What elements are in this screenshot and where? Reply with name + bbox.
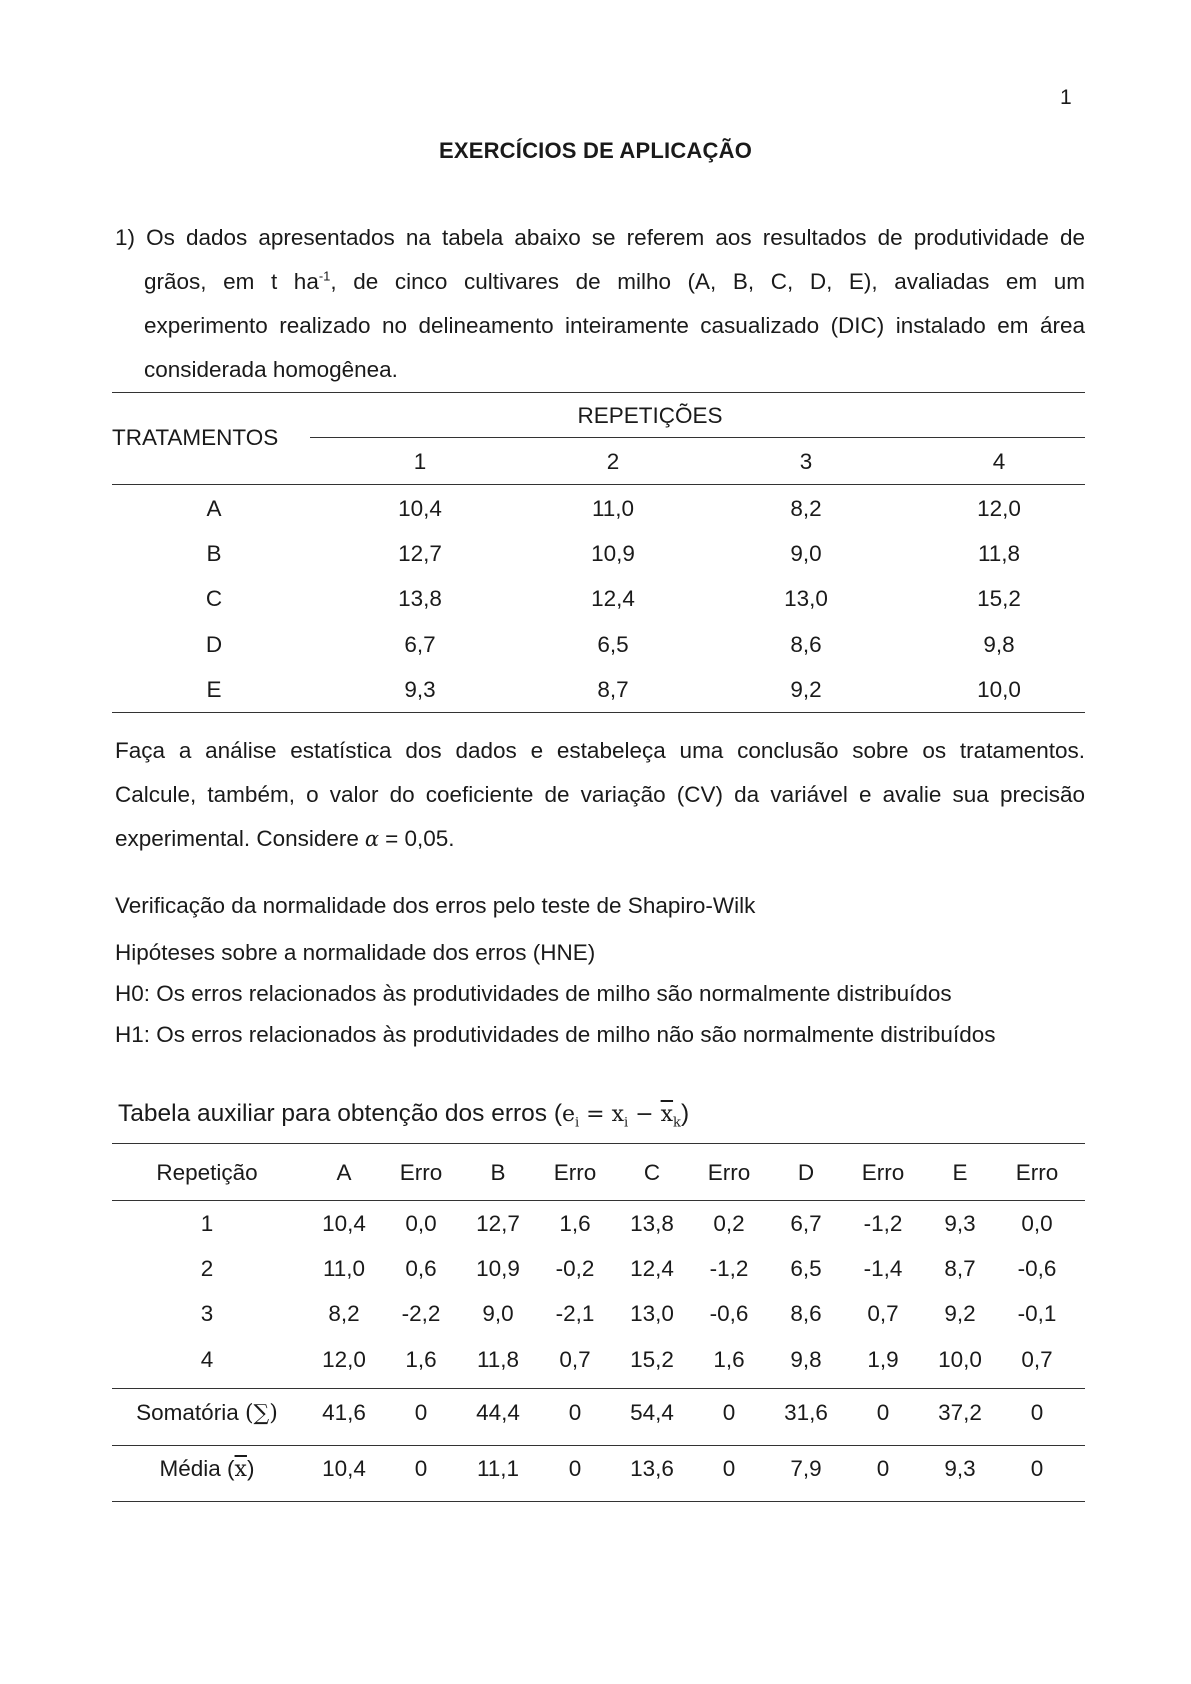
formula-sub-i-2: i	[624, 1115, 629, 1131]
table-cell: -2,1	[555, 1301, 595, 1326]
table-cell: 13,0	[630, 1301, 674, 1326]
table-cell: 3	[200, 1301, 214, 1326]
normality-heading: Verificação da normalidade dos erros pelo teste de Shapiro-Wilk	[115, 893, 756, 918]
yield-data-table	[112, 392, 1085, 712]
table1-bottom-rule	[112, 712, 1085, 713]
table-cell: 8,2	[790, 496, 822, 521]
table-cell: 0,7	[1021, 1347, 1053, 1372]
table-cell: 12,7	[476, 1211, 520, 1236]
mean-cell: 0	[1030, 1456, 1044, 1481]
mean-cell: 0	[876, 1456, 890, 1481]
rep-label-4: 4	[992, 449, 1006, 474]
table-cell: 9,0	[790, 541, 822, 566]
formula-sub-i: i	[575, 1115, 580, 1131]
table-cell: -0,6	[1017, 1256, 1057, 1281]
instructions	[115, 729, 1085, 861]
problem-line-2	[115, 260, 1085, 304]
table-cell: 11,0	[591, 496, 635, 521]
mean-cell: 7,9	[790, 1456, 822, 1481]
sum-cell: 37,2	[938, 1400, 982, 1425]
treatments-header: TRATAMENTOS	[112, 425, 279, 450]
table-cell: 12,4	[591, 586, 635, 611]
table-cell: 9,3	[944, 1211, 976, 1236]
table-cell: 10,0	[938, 1347, 982, 1372]
table-cell: 1	[200, 1211, 214, 1236]
table-cell: 13,0	[784, 586, 828, 611]
instructions-line-3-post: = 0,05.	[385, 826, 455, 851]
table2-top-rule	[112, 1143, 1085, 1144]
table-cell: 11,8	[977, 541, 1021, 566]
sum-cell: 41,6	[322, 1400, 366, 1425]
sum-cell: 0	[722, 1400, 736, 1425]
caption-text: Tabela auxiliar para obtenção dos erros (	[118, 1100, 562, 1127]
formula-e: e	[561, 1102, 576, 1127]
hypothesis-h0: H0: Os erros relacionados às produtividades de milho são normalmente distribuídos	[115, 981, 952, 1006]
formula-sub-k: k	[673, 1115, 681, 1131]
sigma-symbol: (∑)	[244, 1401, 278, 1426]
mean-cell: 9,3	[944, 1456, 976, 1481]
page-title: EXERCÍCIOS DE APLICAÇÃO	[438, 138, 753, 163]
sum-cell: 31,6	[784, 1400, 828, 1425]
page-number: 1	[1060, 86, 1072, 109]
mean-label	[112, 1456, 302, 1482]
header-erro-c: Erro	[707, 1160, 751, 1185]
rep-label-3: 3	[799, 449, 813, 474]
table2-mean-rule	[112, 1445, 1085, 1446]
mean-cell: 13,6	[630, 1456, 674, 1481]
table-cell: 12,0	[322, 1347, 366, 1372]
treatment-label: D	[205, 632, 223, 657]
problem-line-1: 1) Os dados apresentados na tabela abaixo se referem aos resultados de produtividade de	[115, 225, 1085, 250]
table-cell: 6,5	[790, 1256, 822, 1281]
mean-cell: 0	[722, 1456, 736, 1481]
table-cell: 6,7	[790, 1211, 822, 1236]
rep-label-1: 1	[413, 449, 427, 474]
table-cell: 9,8	[983, 632, 1015, 657]
table-cell: 0,2	[713, 1211, 745, 1236]
problem-line-3: experimento realizado no delineamento inteiramente casualizado (DIC) instalado em área	[144, 313, 1085, 338]
table-cell: -1,2	[709, 1256, 749, 1281]
table-cell: 13,8	[630, 1211, 674, 1236]
treatment-label: E	[206, 677, 222, 702]
table-cell: -1,4	[863, 1256, 903, 1281]
table-cell: -1,2	[863, 1211, 903, 1236]
table-cell: 0,0	[1021, 1211, 1053, 1236]
formula-minus: −	[628, 1102, 661, 1127]
table-cell: 8,6	[790, 632, 822, 657]
hypothesis-h1: H1: Os erros relacionados às produtividades de milho não são normalmente distribuídos	[115, 1022, 996, 1047]
header-erro-a: Erro	[399, 1160, 443, 1185]
header-b: B	[490, 1160, 506, 1185]
table-cell: -2,2	[401, 1301, 441, 1326]
header-erro-d: Erro	[861, 1160, 905, 1185]
table-cell: 1,6	[559, 1211, 591, 1236]
mean-cell: 10,4	[322, 1456, 366, 1481]
table-cell: 9,2	[944, 1301, 976, 1326]
problem-statement	[115, 216, 1085, 392]
table-cell: 1,6	[713, 1347, 745, 1372]
table2-bottom-rule	[112, 1501, 1085, 1502]
table2-header-rule	[112, 1200, 1085, 1201]
table-cell: 0,7	[867, 1301, 899, 1326]
table-cell: 0,0	[405, 1211, 437, 1236]
table-cell: 12,7	[398, 541, 442, 566]
repetitions-header: REPETIÇÕES	[577, 403, 723, 428]
instructions-line-3	[115, 817, 1085, 861]
mean-label-text: Média (	[159, 1456, 235, 1481]
table-cell: 9,8	[790, 1347, 822, 1372]
formula-equals: =	[579, 1102, 612, 1127]
header-c: C	[643, 1160, 661, 1185]
header-repeticao: Repetição	[156, 1160, 258, 1185]
table-cell: 6,5	[597, 632, 629, 657]
table-cell: 1,9	[867, 1347, 899, 1372]
header-e: E	[952, 1160, 968, 1185]
caption-close: )	[680, 1100, 690, 1127]
mean-cell: 0	[568, 1456, 582, 1481]
table2-sum-rule	[112, 1388, 1085, 1389]
unit-exponent: -1	[318, 268, 331, 284]
sum-cell: 0	[568, 1400, 582, 1425]
treatment-label: C	[205, 586, 223, 611]
mean-cell: 0	[414, 1456, 428, 1481]
table-cell: 9,2	[790, 677, 822, 702]
table-cell: 1,6	[405, 1347, 437, 1372]
sum-cell: 44,4	[476, 1400, 520, 1425]
table-cell: 10,0	[977, 677, 1021, 702]
treatment-label: A	[206, 496, 222, 521]
table1-header-rule	[112, 484, 1085, 485]
table-cell: 12,4	[630, 1256, 674, 1281]
sum-cell: 0	[414, 1400, 428, 1425]
header-erro-e: Erro	[1015, 1160, 1059, 1185]
instructions-line-3-pre: experimental. Considere	[115, 826, 359, 851]
table-cell: 11,0	[322, 1256, 366, 1281]
header-erro-b: Erro	[553, 1160, 597, 1185]
table-cell: 10,4	[398, 496, 442, 521]
table1-top-rule	[112, 392, 1085, 393]
table-cell: -0,2	[555, 1256, 595, 1281]
table-cell: 8,2	[328, 1301, 360, 1326]
table-cell: 15,2	[977, 586, 1021, 611]
table-cell: 8,7	[944, 1256, 976, 1281]
sum-cell: 54,4	[630, 1400, 674, 1425]
alpha-symbol: α	[364, 827, 380, 851]
problem-line-2-post: , de cinco cultivares de milho (A, B, C, D, E), avaliadas em um	[330, 269, 1086, 294]
mean-cell: 11,1	[476, 1456, 520, 1481]
instructions-line-2: Calcule, também, o valor do coeficiente de variação (CV) da variável e avalie sua precisão	[115, 782, 1085, 807]
problem-line-2-pre: grãos, em t ha	[144, 269, 319, 294]
sum-label-text: Somatória	[136, 1400, 239, 1425]
table-cell: 0,7	[559, 1347, 591, 1372]
header-a: A	[336, 1160, 352, 1185]
formula-xbar: $\overline{x}$	[660, 1102, 674, 1127]
table-cell: 15,2	[630, 1347, 674, 1372]
table-cell: 4	[200, 1347, 214, 1372]
hypotheses-heading: Hipóteses sobre a normalidade dos erros (HNE)	[115, 940, 596, 965]
table-cell: 10,9	[476, 1256, 520, 1281]
table-cell: 0,6	[405, 1256, 437, 1281]
table-cell: 10,9	[591, 541, 635, 566]
table2-caption	[118, 1100, 689, 1130]
rep-label-2: 2	[606, 449, 620, 474]
formula-x: x	[611, 1102, 625, 1127]
table-cell: 2	[200, 1256, 214, 1281]
table-cell: 6,7	[404, 632, 436, 657]
instructions-line-1: Faça a análise estatística dos dados e estabeleça uma conclusão sobre os tratamentos.	[115, 738, 1085, 763]
mean-label-close: )	[246, 1456, 255, 1481]
table-cell: -0,1	[1017, 1301, 1057, 1326]
header-d: D	[797, 1160, 815, 1185]
table-cell: 11,8	[476, 1347, 520, 1372]
table1-rep-rule	[310, 437, 1085, 438]
table-cell: 8,7	[597, 677, 629, 702]
table-cell: 8,6	[790, 1301, 822, 1326]
table-cell: 9,3	[404, 677, 436, 702]
problem-line-4: considerada homogênea.	[144, 357, 398, 382]
table-cell: 10,4	[322, 1211, 366, 1236]
auxiliary-error-table	[112, 1143, 1085, 1503]
error-formula	[561, 1102, 681, 1131]
table-cell: 12,0	[977, 496, 1021, 521]
xbar-symbol: $\overline{x}$	[234, 1457, 247, 1482]
table-cell: 9,0	[482, 1301, 514, 1326]
table-cell: 13,8	[398, 586, 442, 611]
sum-cell: 0	[1030, 1400, 1044, 1425]
sum-label	[112, 1400, 302, 1426]
sum-cell: 0	[876, 1400, 890, 1425]
treatment-label: B	[206, 541, 222, 566]
table-cell: -0,6	[709, 1301, 749, 1326]
